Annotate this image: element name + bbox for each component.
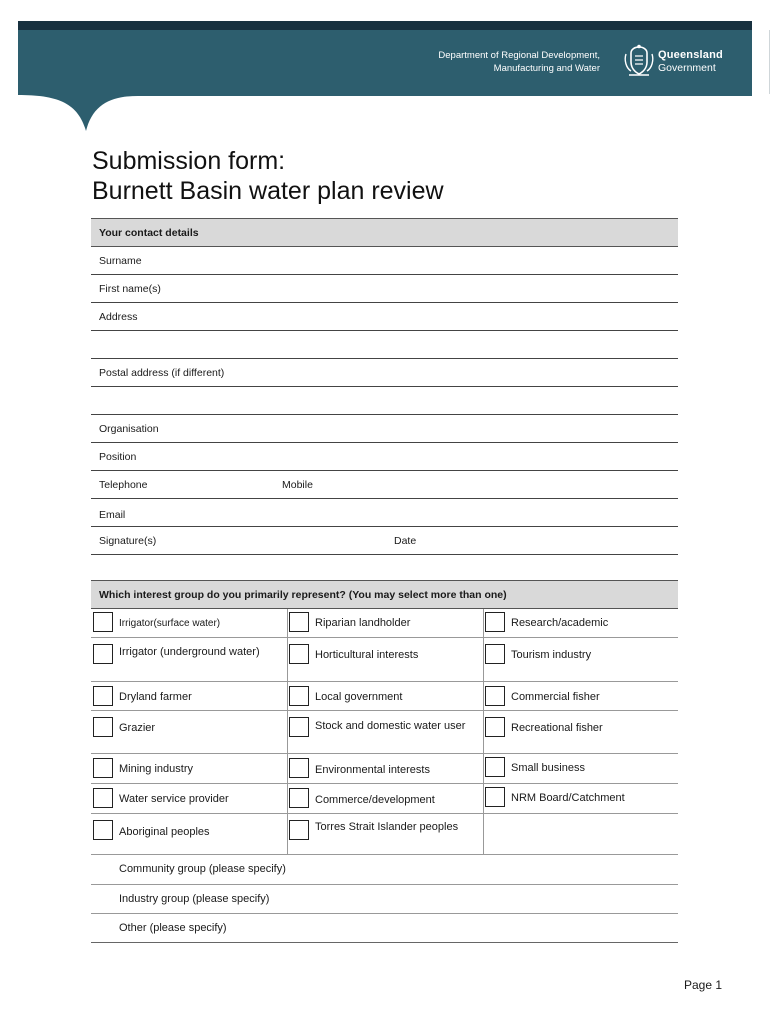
option-tourism-industry[interactable]: [483, 638, 678, 681]
checkbox[interactable]: [93, 644, 113, 664]
position-label: Position: [99, 451, 137, 463]
option-aboriginal-peoples[interactable]: [91, 814, 288, 854]
signature-field[interactable]: [91, 527, 678, 555]
organisation-label: Organisation: [99, 423, 159, 435]
checkbox[interactable]: [289, 644, 309, 664]
option-local-government[interactable]: [287, 682, 484, 710]
department-line-2: Manufacturing and Water: [493, 63, 600, 74]
contact-details-section: [91, 218, 678, 555]
option-label: Research/academic: [511, 617, 609, 629]
checkbox[interactable]: [93, 788, 113, 808]
date-label: Date: [394, 535, 417, 547]
email-field[interactable]: [91, 499, 678, 527]
option-label: Aboriginal peoples: [119, 826, 210, 838]
option-small-business[interactable]: [483, 754, 678, 783]
checkbox[interactable]: [485, 612, 505, 632]
postal-address-field-line-2[interactable]: [91, 387, 678, 415]
checkbox[interactable]: [485, 644, 505, 664]
email-label: Email: [99, 509, 126, 521]
empty-cell: [483, 814, 678, 854]
interest-group-table: [91, 609, 678, 943]
option-stock-domestic-water-user[interactable]: [287, 711, 484, 753]
address-label: Address: [99, 311, 138, 323]
option-torres-strait-islander[interactable]: [287, 814, 484, 854]
department-line-1: Department of Regional Development,: [438, 50, 600, 61]
option-environmental-interests[interactable]: [287, 754, 484, 783]
telephone-field[interactable]: [91, 471, 678, 499]
interest-group-heading: Which interest group do you primarily represent? (You may select more than one): [91, 580, 678, 609]
option-label: Environmental interests: [315, 764, 430, 776]
checkbox[interactable]: [485, 757, 505, 777]
checkbox[interactable]: [289, 612, 309, 632]
interest-row: [91, 609, 678, 638]
interest-row: [91, 784, 678, 814]
option-label: Mining industry: [119, 763, 193, 775]
checkbox[interactable]: [93, 758, 113, 778]
checkbox[interactable]: [289, 686, 309, 706]
option-research-academic[interactable]: [483, 609, 678, 637]
title-line-2: Burnett Basin water plan review: [92, 177, 444, 205]
header-top-strip: [18, 21, 752, 30]
option-label: Grazier: [119, 722, 156, 734]
option-label: Torres Strait Islander peoples: [315, 821, 459, 833]
interest-row: [91, 638, 678, 682]
address-field-line-2[interactable]: [91, 331, 678, 359]
other-field[interactable]: [91, 914, 678, 943]
option-label: Local government: [315, 691, 403, 703]
community-group-label: Community group (please specify): [119, 863, 286, 875]
option-label: Stock and domestic water user: [315, 720, 466, 732]
other-label: Other (please specify): [119, 922, 227, 934]
checkbox[interactable]: [289, 717, 309, 737]
option-horticultural-interests[interactable]: [287, 638, 484, 681]
first-names-label: First name(s): [99, 283, 161, 295]
option-riparian-landholder[interactable]: [287, 609, 484, 637]
option-recreational-fisher[interactable]: [483, 711, 678, 753]
queensland-government-logo: [622, 44, 732, 80]
mobile-label: Mobile: [282, 479, 313, 491]
postal-address-label: Postal address (if different): [99, 367, 225, 379]
industry-group-label: Industry group (please specify): [119, 893, 270, 905]
option-label: NRM Board/Catchment: [511, 792, 625, 804]
option-label: Horticultural interests: [315, 649, 419, 661]
telephone-label: Telephone: [99, 479, 148, 491]
checkbox[interactable]: [93, 612, 113, 632]
position-field[interactable]: [91, 443, 678, 471]
page-title: [92, 146, 444, 206]
checkbox[interactable]: [485, 717, 505, 737]
option-nrm-board-catchment[interactable]: [483, 784, 678, 813]
option-irrigator-underground[interactable]: [91, 638, 288, 681]
checkbox[interactable]: [485, 686, 505, 706]
option-label: Irrigator (underground water): [119, 646, 260, 658]
option-label: Tourism industry: [511, 649, 592, 661]
signature-label: Signature(s): [99, 535, 157, 547]
option-dryland-farmer[interactable]: [91, 682, 288, 710]
surname-label: Surname: [99, 255, 142, 267]
option-label: Recreational fisher: [511, 722, 603, 734]
department-name: [438, 49, 600, 75]
logo-text-government: Government: [658, 62, 716, 74]
checkbox[interactable]: [93, 686, 113, 706]
checkbox[interactable]: [289, 788, 309, 808]
option-irrigator-surface[interactable]: [91, 609, 288, 637]
interest-row: [91, 754, 678, 784]
option-label: Water service provider: [119, 793, 229, 805]
industry-group-field[interactable]: [91, 885, 678, 914]
option-label: Irrigator(surface water): [119, 618, 221, 629]
option-label: Riparian landholder: [315, 617, 411, 629]
page-number: Page 1: [684, 978, 723, 992]
interest-row: [91, 711, 678, 754]
option-label: Small business: [511, 762, 585, 774]
postal-address-field[interactable]: [91, 359, 678, 387]
checkbox[interactable]: [93, 820, 113, 840]
logo-text-queensland: Queensland: [658, 49, 723, 61]
option-water-service-provider[interactable]: [91, 784, 288, 813]
interest-group-section: [91, 580, 678, 609]
checkbox[interactable]: [289, 758, 309, 778]
crest-icon: [622, 44, 656, 78]
checkbox[interactable]: [289, 820, 309, 840]
option-label: Dryland farmer: [119, 691, 192, 703]
option-label: Commercial fisher: [511, 691, 600, 703]
header-curve-decoration: [18, 93, 752, 133]
checkbox[interactable]: [485, 787, 505, 807]
organisation-field[interactable]: [91, 415, 678, 443]
surname-field[interactable]: [91, 247, 678, 275]
first-names-field[interactable]: [91, 275, 678, 303]
option-commerce-development[interactable]: [287, 784, 484, 813]
option-grazier[interactable]: [91, 711, 288, 753]
option-mining-industry[interactable]: [91, 754, 288, 783]
address-field[interactable]: [91, 303, 678, 331]
contact-details-heading: Your contact details: [91, 218, 678, 247]
interest-row: [91, 814, 678, 855]
checkbox[interactable]: [93, 717, 113, 737]
title-line-1: Submission form:: [92, 147, 286, 175]
option-commercial-fisher[interactable]: [483, 682, 678, 710]
interest-row: [91, 682, 678, 711]
option-label: Commerce/development: [315, 794, 435, 806]
community-group-field[interactable]: [91, 855, 678, 885]
